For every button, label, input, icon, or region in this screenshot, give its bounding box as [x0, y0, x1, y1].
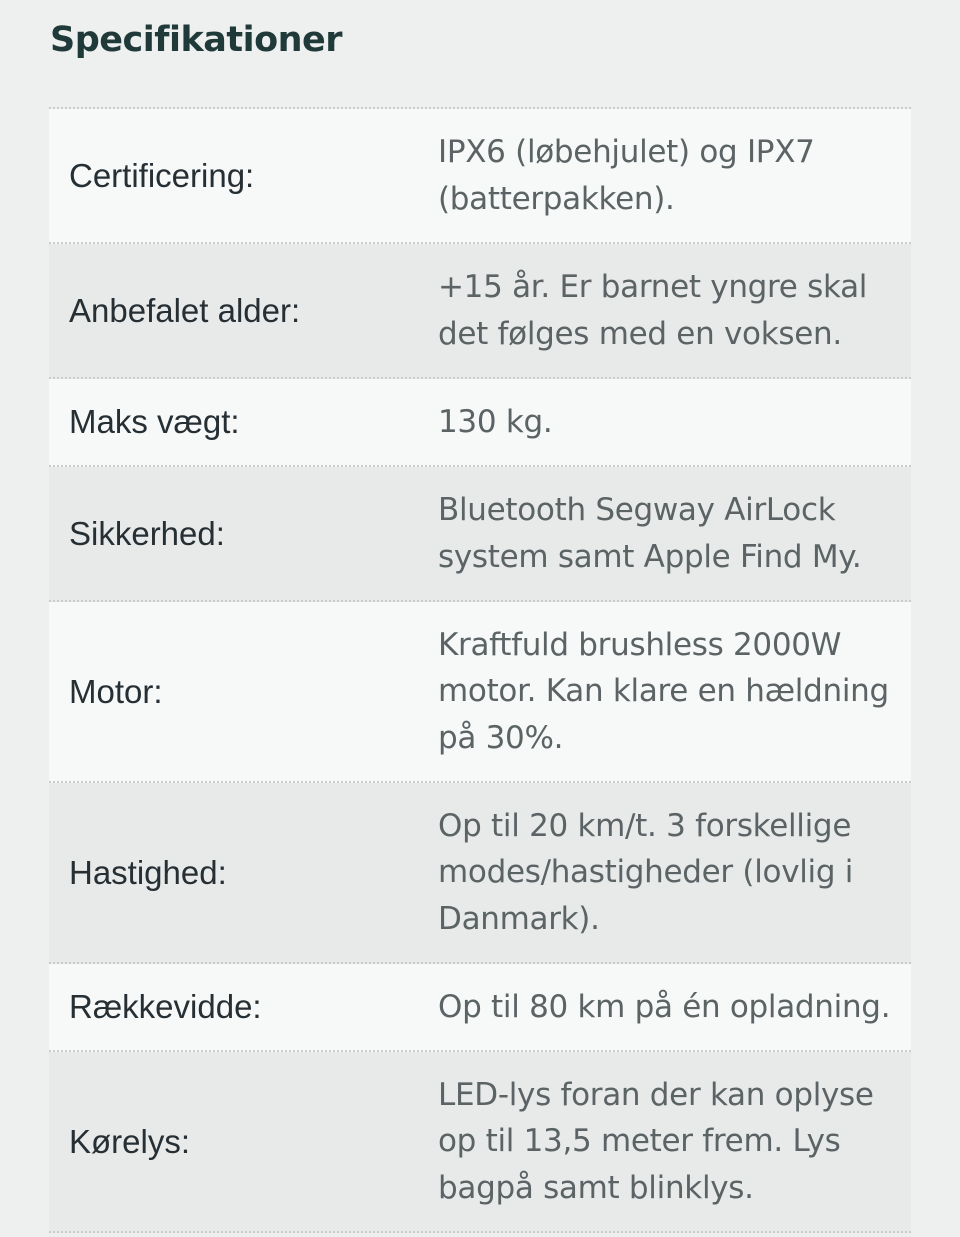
spec-value: 130 kg. — [438, 403, 553, 440]
spec-value: Op til 80 km på én opladning. — [438, 988, 891, 1025]
spec-row-lights — [49, 1052, 911, 1233]
spec-label: Maks vægt: — [69, 403, 240, 440]
spec-row-recommended-age — [49, 244, 911, 379]
spec-value: Op til 20 km/t. 3 forskellige modes/hastigheder (lovlig i Danmark). — [438, 807, 854, 937]
spec-value: +15 år. Er barnet yngre skal det følges med en voksen. — [438, 269, 868, 352]
spec-row-max-weight — [49, 379, 911, 467]
section-heading: Specifikationer — [50, 20, 343, 60]
spec-label: Motor: — [69, 672, 163, 710]
spec-row-motor — [49, 602, 911, 783]
spec-label: Rækkevidde: — [69, 988, 262, 1025]
spec-value: Kraftfuld brushless 2000W motor. Kan klare en hældning på 30%. — [438, 626, 889, 756]
spec-row-range — [49, 964, 911, 1052]
spec-label: Anbefalet alder: — [69, 291, 301, 329]
spec-row-speed — [49, 783, 911, 964]
spec-row-certification — [49, 109, 911, 244]
spec-value: LED-lys foran der kan oplyse op til 13,5 meter frem. Lys bagpå samt blinklys. — [438, 1076, 874, 1206]
spec-row-security — [49, 467, 911, 602]
spec-label: Certificering: — [69, 156, 255, 194]
spec-label: Kørelys: — [69, 1122, 191, 1160]
spec-label: Hastighed: — [69, 853, 227, 891]
spec-value: Bluetooth Segway AirLock system samt Apple Find My. — [438, 492, 862, 575]
spec-label: Sikkerhed: — [69, 514, 225, 552]
spec-table — [49, 107, 911, 1233]
spec-value: IPX6 (løbehjulet) og IPX7 (batterpakken). — [438, 134, 815, 217]
